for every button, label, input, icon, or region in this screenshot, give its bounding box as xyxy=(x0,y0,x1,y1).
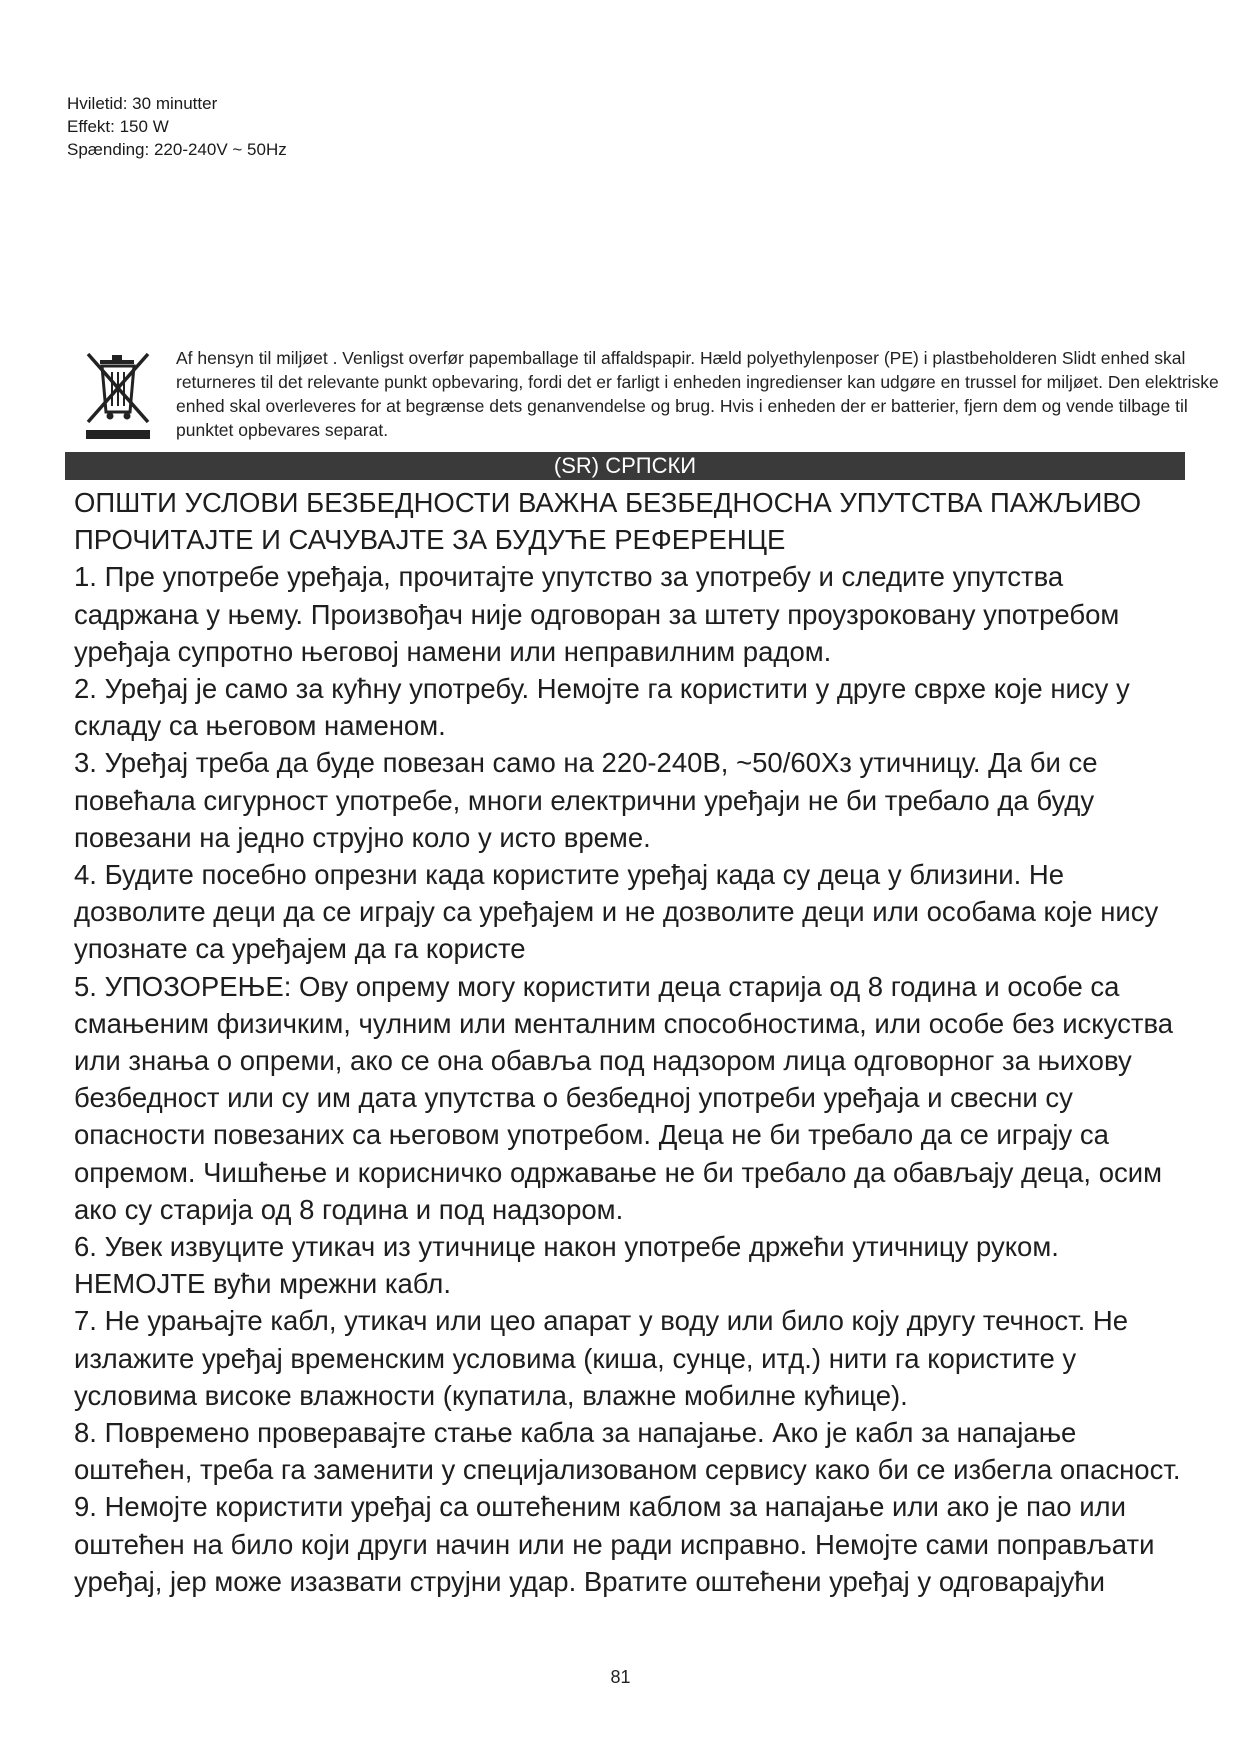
page-number: 81 xyxy=(610,1667,631,1687)
weee-crossed-bin-icon xyxy=(82,350,154,440)
safety-item-2: 2. Уређај је само за кућну употребу. Немојте га користити у друге сврхе које нису у складу са његовом наменом. xyxy=(74,673,1130,742)
safety-item-6: 6. Увек извуците утикач из утичнице након употребе држећи утичницу руком. НЕМОЈТЕ вући мрежни кабл. xyxy=(74,1231,1059,1300)
safety-item-4: 4. Будите посебно опрезни када користите уређај када су деца у близини. Не дозволите деци да се играју са уређајем и не дозволите деци или особама које нису упознате са уређајем да га користе xyxy=(74,859,1159,965)
environment-notice xyxy=(80,346,1219,446)
language-section-bar: (SR) СРПСКИ xyxy=(65,452,1185,480)
safety-item-1: 1. Пре употребе уређаја, прочитајте упутство за употребу и следите упутства садржана у њему. Произвођач није одговоран за штету проузроковану употребом уређаја супротно његовој намени или неправилним радом. xyxy=(74,561,1120,667)
safety-heading: ОПШТИ УСЛОВИ БЕЗБЕДНОСТИ ВАЖНА БЕЗБЕДНОСНА УПУТСТВА ПАЖЉИВО ПРОЧИТАЈТЕ И САЧУВАЈТЕ ЗА БУДУЋЕ РЕФЕРЕНЦЕ xyxy=(74,487,1142,556)
technical-specs xyxy=(67,92,287,161)
safety-item-5: 5. УПОЗОРЕЊЕ: Ову опрему могу користити деца старија од 8 година и особе са смањеним физичким, чулним или менталним способностима, или особе без искуства или знања о опреми, ако се она обавља под надзором лица одговорног за њихову безбедност или су им дата упутства о безбедној употреби уређаја и свесни су опасности повезаних са његовом употребом. Деца не би требало да се играју са опремом. Чишћење и корисничко одржавање не би требало да обављају деца, осим ако су старија од 8 година и под надзором. xyxy=(74,970,1174,1225)
environment-text: Af hensyn til miljøet . Venligst overfør papemballage til affaldspapir. Hæld polyethylenposer (PE) i plastbeholderen Slidt enhed skal returneres til det relevante punkt opbevaring, fordi det er farligt i enheden ingredienser kan udgøre en trussel for miljøet. Den elektriske enhed skal overleveres for at begrænse dets genanvendelse og brug. Hvis i enheden der er batterier, fjern dem og vende tilbage til punktet opbevares separat. xyxy=(176,348,1219,440)
spec-voltage: Spænding: 220-240V ~ 50Hz xyxy=(67,140,287,159)
safety-instructions xyxy=(74,484,1184,1600)
spec-rest-time: Hviletid: 30 minutter xyxy=(67,94,218,113)
spec-power: Effekt: 150 W xyxy=(67,117,169,136)
safety-item-7: 7. Не урањајте кабл, утикач или цео апарат у воду или било коју другу течност. Не излажите уређај временским условима (киша, сунце, итд.) нити га користите у условима високе влажности (купатила, влажне мобилне кућице). xyxy=(74,1305,1129,1411)
safety-item-3: 3. Уређај треба да буде повезан само на 220-240В, ~50/60Хз утичницу. Да би се повећала сигурност употребе, многи електрични уређаји не би требало да буду повезани на једно струјно коло у исто време. xyxy=(74,747,1098,853)
safety-item-9: 9. Немојте користити уређај са оштећеним каблом за напајање или ако је пао или оштећен на било који други начин или не ради исправно. Немојте сами поправљати уређај, јер може изазвати струјни удар. Вратите оштећени уређај у одговарајући xyxy=(74,1491,1155,1597)
safety-item-8: 8. Повремено проверавајте стање кабла за напајање. Ако је кабл за напајање оштећен, треба га заменити у специјализованом сервису како би се избегла опасност. xyxy=(74,1417,1181,1486)
